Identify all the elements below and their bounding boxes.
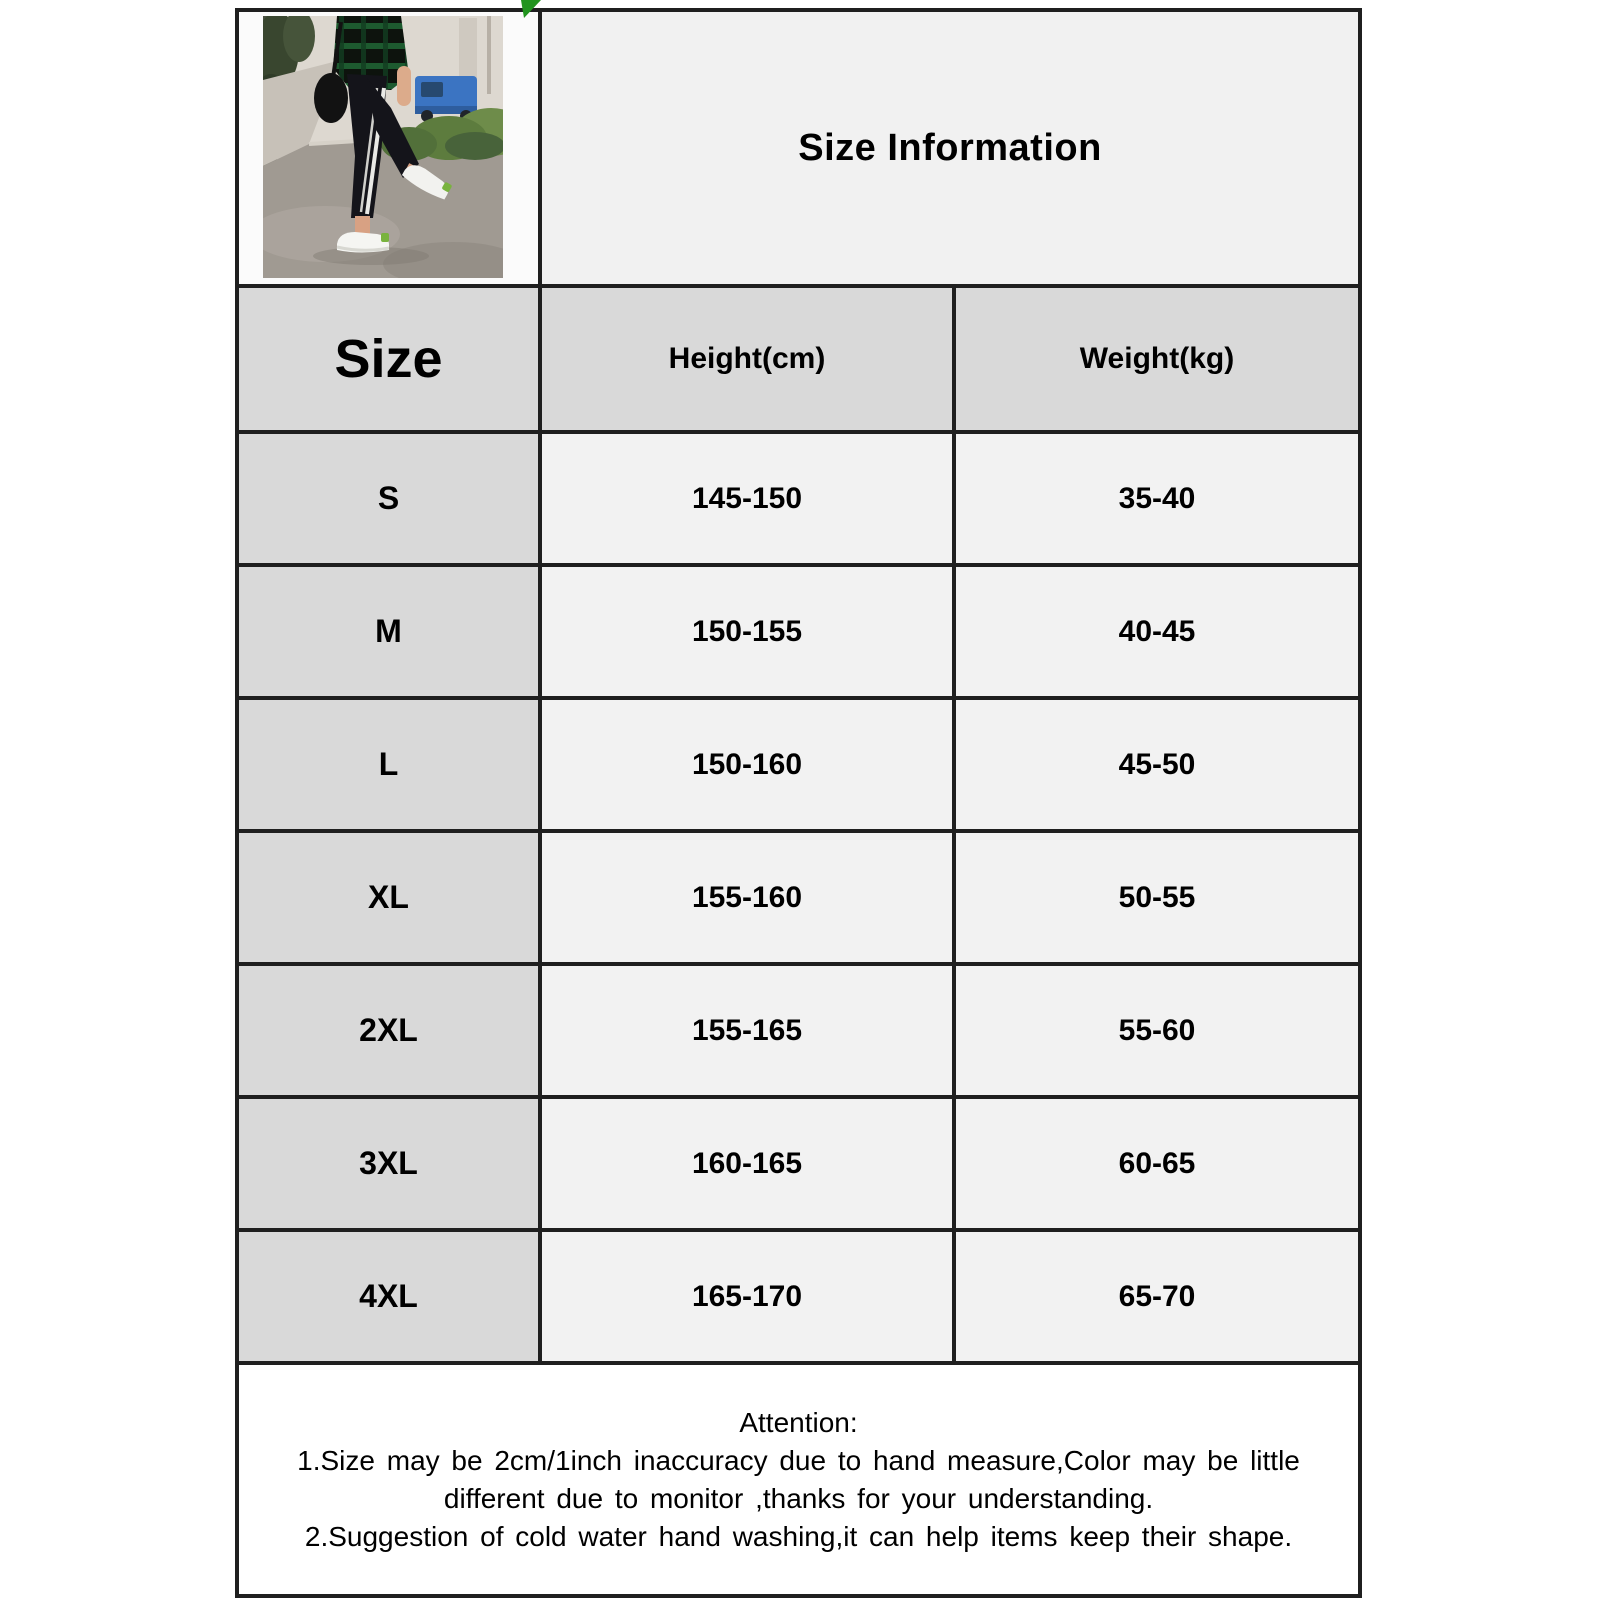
attention-row — [237, 1363, 1360, 1596]
size-label: 4XL — [237, 1230, 540, 1363]
table-row-xl — [237, 831, 1360, 964]
table-row-3xl — [237, 1097, 1360, 1230]
photo-front-sneaker — [337, 232, 389, 253]
height-value: 150-160 — [540, 698, 954, 831]
attention-note — [237, 1363, 1360, 1596]
green-corner-marker-icon — [521, 0, 541, 18]
weight-value: 35-40 — [954, 432, 1360, 565]
size-information-table — [235, 8, 1362, 1598]
column-header-weight: Weight(kg) — [954, 286, 1360, 432]
column-header-height: Height(cm) — [540, 286, 954, 432]
table-row-2xl — [237, 964, 1360, 1097]
table-row-4xl — [237, 1230, 1360, 1363]
column-header-row — [237, 286, 1360, 432]
size-label: 3XL — [237, 1097, 540, 1230]
weight-value: 45-50 — [954, 698, 1360, 831]
size-label: M — [237, 565, 540, 698]
size-label: L — [237, 698, 540, 831]
header-row — [237, 10, 1360, 286]
weight-value: 55-60 — [954, 964, 1360, 1097]
table-row-m — [237, 565, 1360, 698]
height-value: 150-155 — [540, 565, 954, 698]
title-cell — [540, 10, 1360, 286]
attention-line-3: 2.Suggestion of cold water hand washing,it can help items keep their shape. — [304, 1520, 1293, 1552]
product-photo-cell — [237, 10, 540, 286]
size-label: S — [237, 432, 540, 565]
page-title: Size Information — [798, 126, 1102, 169]
size-chart-sheet — [235, 8, 1362, 1598]
height-value: 145-150 — [540, 432, 954, 565]
height-value: 155-160 — [540, 831, 954, 964]
height-value: 165-170 — [540, 1230, 954, 1363]
height-value: 160-165 — [540, 1097, 954, 1230]
table-row-l — [237, 698, 1360, 831]
weight-value: 50-55 — [954, 831, 1360, 964]
height-value: 155-165 — [540, 964, 954, 1097]
attention-line-2: different due to monitor ,thanks for your understanding. — [443, 1482, 1154, 1514]
weight-value: 65-70 — [954, 1230, 1360, 1363]
size-label: 2XL — [237, 964, 540, 1097]
weight-value: 60-65 — [954, 1097, 1360, 1230]
product-photo — [263, 16, 503, 278]
table-row-s — [237, 432, 1360, 565]
column-header-size: Size — [237, 286, 540, 432]
size-label: XL — [237, 831, 540, 964]
attention-line-1: 1.Size may be 2cm/1inch inaccuracy due to hand measure,Color may be little — [297, 1444, 1300, 1476]
attention-heading: Attention: — [739, 1406, 858, 1438]
weight-value: 40-45 — [954, 565, 1360, 698]
